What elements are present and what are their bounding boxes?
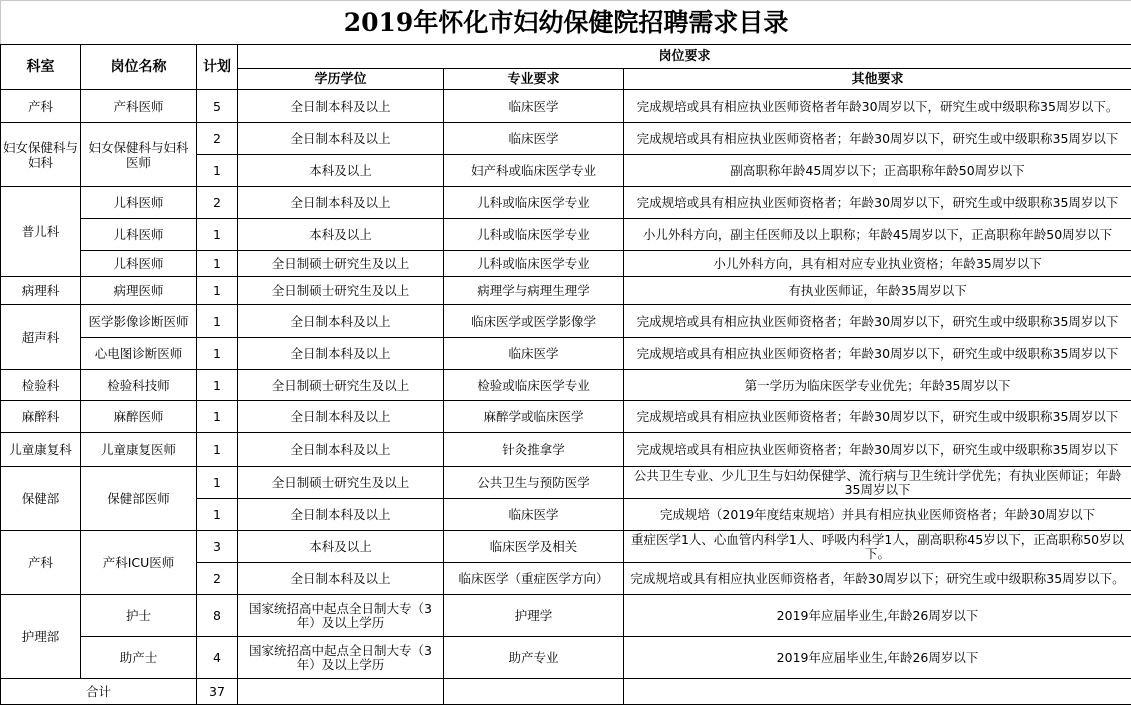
plan-cell: 1 xyxy=(197,433,238,467)
major-cell: 儿科或临床医学专业 xyxy=(444,251,624,277)
table-row xyxy=(1,90,1131,123)
table-row xyxy=(1,277,1131,305)
dept-cell: 保健部 xyxy=(1,467,81,531)
education-cell: 全日制硕士研究生及以上 xyxy=(238,370,444,401)
table-row xyxy=(1,637,1131,679)
header-dept: 科室 xyxy=(1,45,81,90)
total-label: 合计 xyxy=(1,679,197,705)
major-cell: 儿科或临床医学专业 xyxy=(444,219,624,251)
position-cell: 产科医师 xyxy=(81,90,197,123)
total-row xyxy=(1,679,1131,705)
other-cell: 重症医学1人、心血管内科学1人、呼吸内科学1人，副高职称45岁以下，正高职称50岁以下。 xyxy=(624,531,1131,563)
dept-cell: 产科 xyxy=(1,531,81,595)
other-cell: 2019年应届毕业生,年龄26周岁以下 xyxy=(624,637,1131,679)
table-row xyxy=(1,433,1131,467)
other-cell: 有执业医师证，年龄35周岁以下 xyxy=(624,277,1131,305)
plan-cell: 5 xyxy=(197,90,238,123)
plan-cell: 1 xyxy=(197,401,238,433)
position-cell: 儿科医师 xyxy=(81,187,197,219)
major-cell: 助产专业 xyxy=(444,637,624,679)
other-cell: 完成规培或具有相应执业医师资格者；年龄30周岁以下，研究生或中级职称35周岁以下 xyxy=(624,187,1131,219)
header-requirements: 岗位要求 xyxy=(238,45,1131,69)
major-cell: 公共卫生与预防医学 xyxy=(444,467,624,499)
education-cell: 全日制本科及以上 xyxy=(238,563,444,595)
header-major: 专业要求 xyxy=(444,69,624,90)
total-plan: 37 xyxy=(197,679,238,705)
position-cell: 助产士 xyxy=(81,637,197,679)
education-cell: 全日制本科及以上 xyxy=(238,338,444,370)
major-cell: 麻醉学或临床医学 xyxy=(444,401,624,433)
position-cell: 妇女保健科与妇科医师 xyxy=(81,123,197,187)
table-row xyxy=(1,467,1131,499)
plan-cell: 2 xyxy=(197,563,238,595)
other-cell: 完成规培或具有相应执业医师资格者，年龄30周岁以下；研究生或中级职称35周岁以下。 xyxy=(624,563,1131,595)
other-cell: 第一学历为临床医学专业优先；年龄35周岁以下 xyxy=(624,370,1131,401)
dept-cell: 护理部 xyxy=(1,595,81,679)
table-row xyxy=(1,187,1131,219)
position-cell: 医学影像诊断医师 xyxy=(81,305,197,338)
education-cell: 全日制本科及以上 xyxy=(238,433,444,467)
major-cell: 临床医学 xyxy=(444,123,624,155)
header-other: 其他要求 xyxy=(624,69,1131,90)
position-cell: 麻醉医师 xyxy=(81,401,197,433)
education-cell: 本科及以上 xyxy=(238,155,444,187)
dept-cell: 病理科 xyxy=(1,277,81,305)
header-education: 学历学位 xyxy=(238,69,444,90)
other-cell: 完成规培或具有相应执业医师资格者；年龄30周岁以下，研究生或中级职称35周岁以下 xyxy=(624,338,1131,370)
plan-cell: 3 xyxy=(197,531,238,563)
major-cell: 针灸推拿学 xyxy=(444,433,624,467)
dept-cell: 普儿科 xyxy=(1,187,81,277)
major-cell: 临床医学 xyxy=(444,338,624,370)
plan-cell: 8 xyxy=(197,595,238,637)
other-cell: 小儿外科方向，副主任医师及以上职称；年龄45周岁以下，正高职称年龄50周岁以下 xyxy=(624,219,1131,251)
dept-cell: 检验科 xyxy=(1,370,81,401)
major-cell: 儿科或临床医学专业 xyxy=(444,187,624,219)
other-cell: 小儿外科方向，具有相对应专业执业资格；年龄35周岁以下 xyxy=(624,251,1131,277)
major-cell: 护理学 xyxy=(444,595,624,637)
position-cell: 心电图诊断医师 xyxy=(81,338,197,370)
education-cell: 全日制硕士研究生及以上 xyxy=(238,251,444,277)
position-cell: 检验科技师 xyxy=(81,370,197,401)
education-cell: 全日制本科及以上 xyxy=(238,401,444,433)
other-cell: 公共卫生专业、少儿卫生与妇幼保健学、流行病与卫生统计学优先；有执业医师证；年龄35周岁以下 xyxy=(624,467,1131,499)
education-cell: 国家统招高中起点全日制大专（3年）及以上学历 xyxy=(238,637,444,679)
other-cell: 完成规培或具有相应执业医师资格者；年龄30周岁以下，研究生或中级职称35周岁以下 xyxy=(624,305,1131,338)
education-cell: 全日制本科及以上 xyxy=(238,123,444,155)
empty-cell xyxy=(444,679,624,705)
table-row xyxy=(1,531,1131,563)
plan-cell: 1 xyxy=(197,305,238,338)
major-cell: 临床医学或医学影像学 xyxy=(444,305,624,338)
table-row xyxy=(1,123,1131,155)
dept-cell: 产科 xyxy=(1,90,81,123)
dept-cell: 儿童康复科 xyxy=(1,433,81,467)
other-cell: 完成规培或具有相应执业医师资格者年龄30周岁以下，研究生或中级职称35周岁以下。 xyxy=(624,90,1131,123)
position-cell: 儿科医师 xyxy=(81,219,197,251)
table-row xyxy=(1,370,1131,401)
plan-cell: 1 xyxy=(197,277,238,305)
education-cell: 国家统招高中起点全日制大专（3年）及以上学历 xyxy=(238,595,444,637)
plan-cell: 1 xyxy=(197,338,238,370)
education-cell: 全日制本科及以上 xyxy=(238,499,444,531)
table-row xyxy=(1,595,1131,637)
dept-cell: 妇女保健科与妇科 xyxy=(1,123,81,187)
table-row xyxy=(1,219,1131,251)
position-cell: 病理医师 xyxy=(81,277,197,305)
position-cell: 护士 xyxy=(81,595,197,637)
major-cell: 妇产科或临床医学专业 xyxy=(444,155,624,187)
other-cell: 完成规培（2019年度结束规培）并具有相应执业医师资格者；年龄30周岁以下 xyxy=(624,499,1131,531)
major-cell: 临床医学及相关 xyxy=(444,531,624,563)
dept-cell: 超声科 xyxy=(1,305,81,370)
education-cell: 全日制本科及以上 xyxy=(238,305,444,338)
position-cell: 儿童康复医师 xyxy=(81,433,197,467)
other-cell: 完成规培或具有相应执业医师资格者；年龄30周岁以下，研究生或中级职称35周岁以下 xyxy=(624,433,1131,467)
plan-cell: 4 xyxy=(197,637,238,679)
other-cell: 完成规培或具有相应执业医师资格者；年龄30周岁以下，研究生或中级职称35周岁以下 xyxy=(624,401,1131,433)
major-cell: 临床医学 xyxy=(444,499,624,531)
major-cell: 临床医学（重症医学方向） xyxy=(444,563,624,595)
other-cell: 完成规培或具有相应执业医师资格者；年龄30周岁以下，研究生或中级职称35周岁以下 xyxy=(624,123,1131,155)
plan-cell: 2 xyxy=(197,187,238,219)
major-cell: 病理学与病理生理学 xyxy=(444,277,624,305)
table-row xyxy=(1,338,1131,370)
header-plan: 计划 xyxy=(197,45,238,90)
empty-cell xyxy=(238,679,444,705)
major-cell: 临床医学 xyxy=(444,90,624,123)
education-cell: 本科及以上 xyxy=(238,531,444,563)
page-title: 2019年怀化市妇幼保健院招聘需求目录 xyxy=(1,1,1131,45)
plan-cell: 1 xyxy=(197,370,238,401)
dept-cell: 麻醉科 xyxy=(1,401,81,433)
position-cell: 儿科医师 xyxy=(81,251,197,277)
plan-cell: 1 xyxy=(197,155,238,187)
plan-cell: 1 xyxy=(197,467,238,499)
major-cell: 检验或临床医学专业 xyxy=(444,370,624,401)
education-cell: 全日制本科及以上 xyxy=(238,90,444,123)
position-cell: 保健部医师 xyxy=(81,467,197,531)
plan-cell: 1 xyxy=(197,219,238,251)
plan-cell: 1 xyxy=(197,251,238,277)
other-cell: 副高职称年龄45周岁以下；正高职称年龄50周岁以下 xyxy=(624,155,1131,187)
education-cell: 全日制本科及以上 xyxy=(238,187,444,219)
plan-cell: 2 xyxy=(197,123,238,155)
other-cell: 2019年应届毕业生,年龄26周岁以下 xyxy=(624,595,1131,637)
education-cell: 本科及以上 xyxy=(238,219,444,251)
table-row xyxy=(1,305,1131,338)
position-cell: 产科ICU医师 xyxy=(81,531,197,595)
table-row xyxy=(1,251,1131,277)
table-row xyxy=(1,401,1131,433)
plan-cell: 1 xyxy=(197,499,238,531)
education-cell: 全日制硕士研究生及以上 xyxy=(238,467,444,499)
empty-cell xyxy=(624,679,1131,705)
education-cell: 全日制硕士研究生及以上 xyxy=(238,277,444,305)
header-position: 岗位名称 xyxy=(81,45,197,90)
